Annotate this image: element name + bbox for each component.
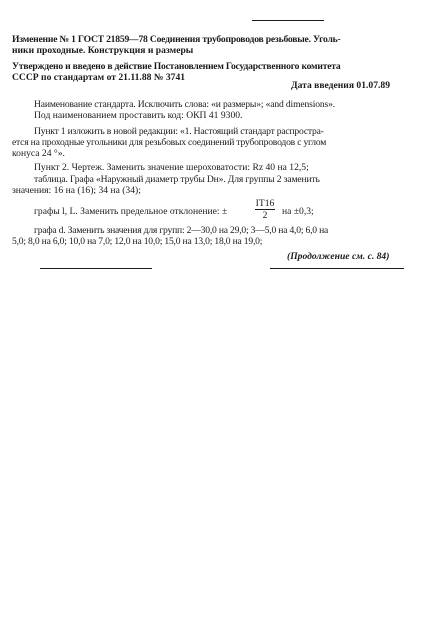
paragraph-clause1-line2: ется на проходные угольники для резьбовых соединений трубопроводов с углом	[12, 137, 327, 148]
tolerance-fraction-denominator: 2	[262, 210, 268, 221]
paragraph-roughness: Пункт 2. Чертеж. Заменить значение шероховатости: Rz 40 на 12,5;	[34, 162, 309, 173]
bottom-rule-left	[40, 268, 152, 269]
approval-line2: СССР по стандартам от 21.11.88 № 3741	[12, 72, 186, 83]
paragraph-table-line1: таблица. Графа «Наружный диаметр трубы Dн». Для группы 2 заменить	[34, 174, 320, 185]
paragraph-tolerance-suffix: на ±0,3;	[282, 206, 314, 217]
top-rule	[252, 20, 324, 21]
paragraph-diameter-line1: графа d. Заменить значения для групп: 2—30,0 на 29,0; 3—5,0 на 4,0; 6,0 на	[34, 225, 329, 236]
paragraph-code: Под наименованием проставить код: ОКП 41 9300.	[34, 110, 243, 121]
paragraph-title-change: Наименование стандарта. Исключить слова: «и размеры»; «and dimensions».	[34, 99, 336, 110]
paragraph-diameter-line2: 5,0; 8,0 на 6,0; 10,0 на 7,0; 12,0 на 10,0; 15,0 на 13,0; 18,0 на 19,0;	[12, 236, 263, 247]
paragraph-clause1-line3: конуса 24 °».	[12, 148, 65, 159]
continuation-note: (Продолжение см. с. 84)	[287, 251, 390, 262]
tolerance-fraction-numerator: IT16	[255, 198, 275, 209]
paragraph-clause1-line1: Пункт 1 изложить в новой редакции: «1. Настоящий стандарт распростра-	[34, 126, 324, 137]
amendment-title-line2: ники проходные. Конструкция и размеры	[12, 45, 194, 56]
bottom-rule-right	[270, 268, 404, 269]
paragraph-table-line2: значения: 16 на (16); 34 на (34);	[12, 185, 141, 196]
amendment-title-line1: Изменение № 1 ГОСТ 21859—78 Соединения трубопроводов резьбовые. Уголь-	[12, 34, 341, 45]
approval-line1: Утверждено и введено в действие Постановлением Государственного комитета	[12, 61, 341, 72]
paragraph-tolerance-prefix: графы l, L. Заменить предельное отклонение: ±	[34, 206, 228, 217]
effective-date: Дата введения 01.07.89	[291, 80, 391, 91]
